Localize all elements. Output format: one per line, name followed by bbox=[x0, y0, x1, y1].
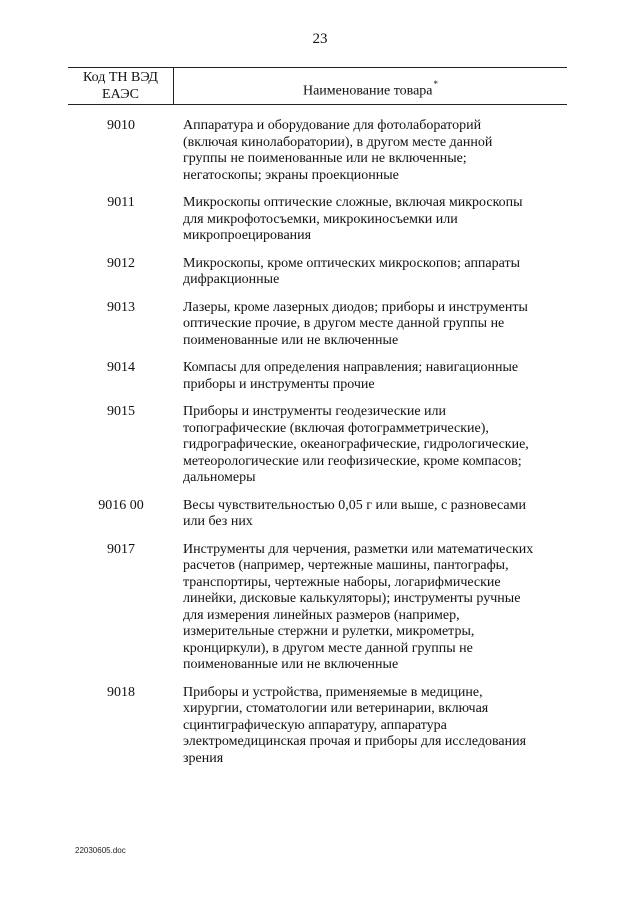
tnved-code: 9017 bbox=[107, 541, 135, 557]
tnved-code: 9015 bbox=[107, 404, 135, 419]
table-row bbox=[68, 404, 567, 487]
goods-name: Лазеры, кроме лазерных диодов; приборы и инструменты оптические прочие, в другом месте данной группы не поименованные или не включенные bbox=[183, 299, 528, 348]
goods-name: Аппаратура и оборудование для фотолабораторий (включая кинолаборатории), в другом месте данной группы не поименованные или не включенные; негатоскопы; экраны проекционные bbox=[183, 118, 493, 183]
code-column-header-label: Код ТН ВЭД ЕАЭС bbox=[83, 70, 158, 102]
footnote-mark: * bbox=[433, 79, 438, 89]
table-header bbox=[68, 67, 567, 105]
goods-name: Микроскопы, кроме оптических микроскопов; аппараты дифракционные bbox=[183, 255, 521, 287]
goods-name: Весы чувствительностью 0,05 г или выше, с разновесами или без них bbox=[183, 497, 526, 529]
table-row bbox=[68, 685, 567, 768]
footer-file-name: 22030605.doc bbox=[75, 846, 126, 855]
goods-name: Приборы и устройства, применяемые в медицине, хирургии, стоматологии или ветеринарии, включая сцинтиграфическую аппаратуру, аппаратура электромедицинская прочая и приборы для исследования зрения bbox=[183, 684, 527, 766]
table-row bbox=[68, 118, 567, 184]
table-row bbox=[68, 498, 567, 531]
goods-name: Компасы для определения направления; навигационные приборы и инструменты прочие bbox=[183, 360, 519, 392]
table-row bbox=[68, 300, 567, 350]
goods-name: Приборы и инструменты геодезические или топографические (включая фотограмметрические), гидрографические, океанографические, гидрологические, метеорологические или геофизические, кроме компасов; дальномеры bbox=[183, 404, 529, 485]
name-column-header-label: Наименование товара bbox=[302, 83, 433, 99]
table-row bbox=[68, 256, 567, 289]
tnved-code: 9018 bbox=[107, 684, 135, 700]
goods-name: Микроскопы оптические сложные, включая микроскопы для микрофотосъемки, микрокиносъемки или микропроецирования bbox=[183, 195, 523, 243]
table-row bbox=[68, 195, 567, 245]
table-row bbox=[68, 360, 567, 393]
tnved-code: 9014 bbox=[107, 360, 135, 375]
code-column-header bbox=[68, 68, 174, 104]
tnved-code: 9012 bbox=[107, 255, 135, 271]
tnved-code: 9013 bbox=[107, 299, 135, 315]
goods-table bbox=[68, 118, 567, 778]
name-column-header bbox=[174, 68, 567, 104]
table-row bbox=[68, 542, 567, 674]
tnved-code: 9016 00 bbox=[98, 497, 144, 513]
page-number: 23 bbox=[312, 31, 328, 47]
goods-name: Инструменты для черчения, разметки или математических расчетов (например, чертежные машины, пантографы, транспортиры, чертежные наборы, логарифмические линейки, дисковые калькуляторы); инструменты ручные для измерения линейных размеров (например, измерительные стержни и рулетки, микрометры, кронциркули), в другом месте данной группы не поименованные или не включенные bbox=[183, 541, 534, 672]
tnved-code: 9010 bbox=[107, 118, 135, 133]
tnved-code: 9011 bbox=[107, 195, 135, 210]
